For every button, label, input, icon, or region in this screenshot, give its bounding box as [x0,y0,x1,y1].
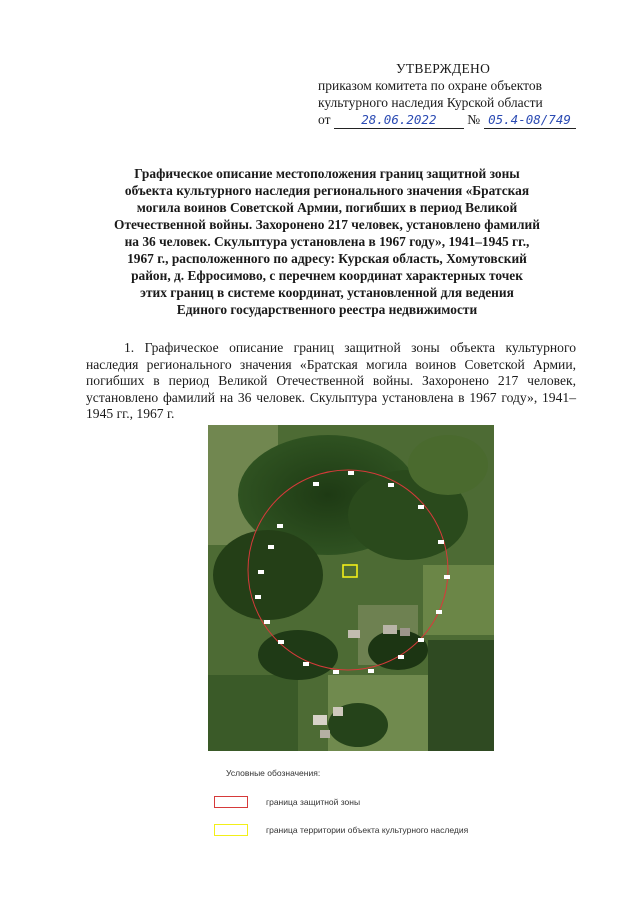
red-boundary-swatch [214,796,248,808]
date-prefix: от [318,112,331,127]
title-line: могила воинов Советской Армии, погибших в период Великой [136,200,518,215]
title-line: Графическое описание местоположения границ защитной зоны [134,166,520,181]
approval-line-2: культурного наследия Курской области [318,95,543,110]
title-line: Единого государственного реестра недвижимости [176,302,478,317]
field-area [208,675,298,751]
field-area [428,640,494,751]
title-line: этих границ в системе координат, установленной для ведения [140,285,514,300]
approval-heading: УТВЕРЖДЕНО [396,61,491,76]
section-1-paragraph: 1. Графическое описание границ защитной зоны объекта культурного наследия регионального значения «Братская могила воинов Советской Армии, погибших в период Великой Отечественной войны. Захоронено 217 человек, установлено фамилий на 36 человек. Скульптура установлена в 1967 году», 1941–1945 гг., 1967 г. [86,340,576,421]
legend-caption: Условные обозначения: [226,768,321,778]
approval-stamp [318,60,618,129]
legend-item-label: граница территории объекта культурного наследия [266,825,469,835]
field-area [423,565,494,635]
building [400,628,410,636]
title-line: объекта культурного наследия регионального значения «Братская [124,183,530,198]
number-sign: № [467,112,481,127]
satellite-map [208,425,494,751]
building [320,730,330,738]
tree-canopy [368,630,428,670]
title-line: район, д. Ефросимово, с перечнем координат характерных точек [131,268,523,283]
tree-canopy [213,530,323,620]
legend-item-protection-zone [214,796,360,808]
title-line: Отечественной войны. Захоронено 217 человек, установлено фамилий [114,217,540,232]
legend-item-heritage-territory [214,824,468,836]
approval-number: 05.4-08/749 [484,111,576,129]
title-line: на 36 человек. Скульптура установлена в 1967 году», 1941–1945 гг., [124,234,530,249]
building [333,707,343,716]
building [313,715,327,725]
approval-line-1: приказом комитета по охране объектов [318,78,542,93]
approval-date-line [318,111,618,129]
document-title [80,165,574,318]
yellow-boundary-swatch [214,824,248,836]
building [348,630,360,638]
building [383,625,397,634]
legend-item-label: граница защитной зоны [266,797,361,807]
tree-canopy [258,630,338,680]
tree-canopy [408,435,488,495]
title-line: 1967 г., расположенного по адресу: Курская область, Хомутовский [127,251,527,266]
approval-date: 28.06.2022 [334,111,464,129]
